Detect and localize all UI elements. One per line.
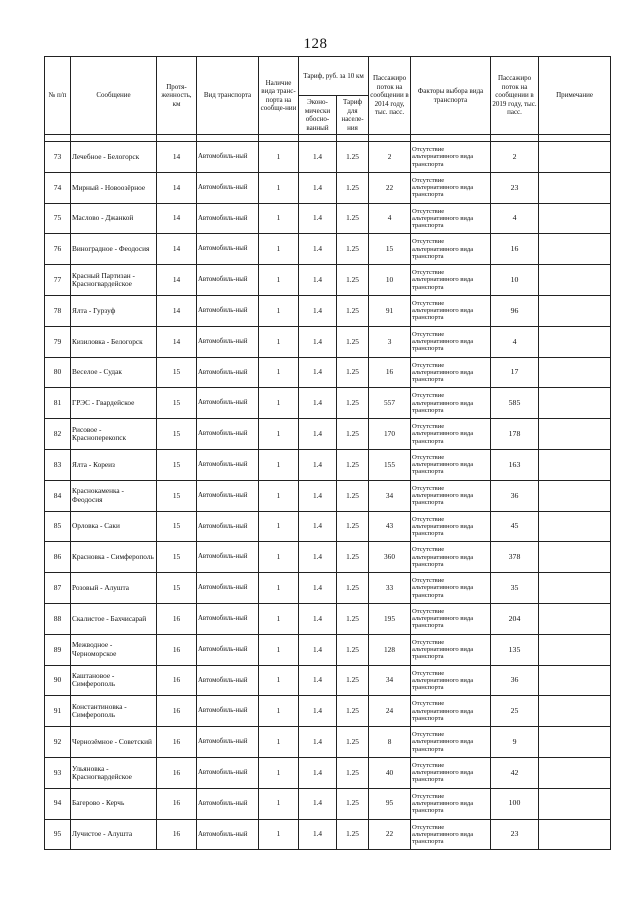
cell-tariff-economic: 1.4 bbox=[299, 573, 337, 604]
cell-pax-2019: 100 bbox=[491, 788, 539, 819]
cell-connection: ГРЭС - Гвардейское bbox=[71, 388, 157, 419]
cell-pax-2019: 96 bbox=[491, 295, 539, 326]
cell-note bbox=[539, 573, 611, 604]
cell-connection: Ялта - Гурзуф bbox=[71, 295, 157, 326]
cell-availability: 1 bbox=[259, 295, 299, 326]
table-row bbox=[45, 480, 611, 511]
cell-factor: Отсутствие альтернативного вида транспорта bbox=[411, 265, 491, 296]
header-tariff: Тариф, руб. за 10 км bbox=[299, 57, 369, 96]
cell-num: 86 bbox=[45, 542, 71, 573]
cell-num: 95 bbox=[45, 819, 71, 850]
cell-tariff-population: 1.25 bbox=[337, 757, 369, 788]
cell-factor: Отсутствие альтернативного вида транспорта bbox=[411, 172, 491, 203]
cell-num: 76 bbox=[45, 234, 71, 265]
cell-tariff-economic: 1.4 bbox=[299, 696, 337, 727]
table-body bbox=[45, 142, 611, 850]
header-factors: Факторы выбора вида транспорта bbox=[411, 57, 491, 135]
table-header bbox=[45, 57, 611, 142]
cell-num: 74 bbox=[45, 172, 71, 203]
cell-note bbox=[539, 603, 611, 634]
cell-connection: Каштановое - Симферополь bbox=[71, 665, 157, 696]
cell-pax-2019: 23 bbox=[491, 172, 539, 203]
cell-num: 91 bbox=[45, 696, 71, 727]
cell-connection: Константиновка - Симферополь bbox=[71, 696, 157, 727]
cell-tariff-population: 1.25 bbox=[337, 295, 369, 326]
cell-length: 15 bbox=[157, 419, 197, 450]
header-connection: Сообщение bbox=[71, 57, 157, 135]
cell-pax-2014: 360 bbox=[369, 542, 411, 573]
table-row bbox=[45, 295, 611, 326]
cell-pax-2014: 91 bbox=[369, 295, 411, 326]
cell-tariff-population: 1.25 bbox=[337, 573, 369, 604]
cell-availability: 1 bbox=[259, 757, 299, 788]
cell-factor: Отсутствие альтернативного вида транспорта bbox=[411, 788, 491, 819]
cell-num: 88 bbox=[45, 603, 71, 634]
cell-factor: Отсутствие альтернативного вида транспорта bbox=[411, 727, 491, 758]
cell-tariff-economic: 1.4 bbox=[299, 295, 337, 326]
cell-availability: 1 bbox=[259, 542, 299, 573]
cell-length: 14 bbox=[157, 265, 197, 296]
header-pax-2019: Пассажиро поток на сообщении в 2019 году, тыс. пасс. bbox=[491, 57, 539, 135]
cell-tariff-economic: 1.4 bbox=[299, 388, 337, 419]
cell-pax-2019: 9 bbox=[491, 727, 539, 758]
table-row bbox=[45, 603, 611, 634]
cell-transport-kind: Автомобиль-ный bbox=[197, 665, 259, 696]
cell-factor: Отсутствие альтернативного вида транспорта bbox=[411, 388, 491, 419]
cell-transport-kind: Автомобиль-ный bbox=[197, 696, 259, 727]
cell-note bbox=[539, 172, 611, 203]
cell-availability: 1 bbox=[259, 203, 299, 234]
cell-factor: Отсутствие альтернативного вида транспорта bbox=[411, 449, 491, 480]
cell-tariff-economic: 1.4 bbox=[299, 419, 337, 450]
cell-connection: Багерово - Керчь bbox=[71, 788, 157, 819]
cell-transport-kind: Автомобиль-ный bbox=[197, 511, 259, 542]
cell-factor: Отсутствие альтернативного вида транспорта bbox=[411, 634, 491, 665]
cell-availability: 1 bbox=[259, 142, 299, 173]
table-row bbox=[45, 542, 611, 573]
cell-factor: Отсутствие альтернативного вида транспорта bbox=[411, 480, 491, 511]
header-tariff-population: Тариф для населе-ния bbox=[337, 96, 369, 135]
cell-note bbox=[539, 234, 611, 265]
cell-factor: Отсутствие альтернативного вида транспорта bbox=[411, 573, 491, 604]
cell-availability: 1 bbox=[259, 234, 299, 265]
cell-length: 16 bbox=[157, 819, 197, 850]
table-row bbox=[45, 573, 611, 604]
cell-num: 89 bbox=[45, 634, 71, 665]
cell-tariff-population: 1.25 bbox=[337, 727, 369, 758]
table-row bbox=[45, 788, 611, 819]
cell-pax-2014: 10 bbox=[369, 265, 411, 296]
cell-transport-kind: Автомобиль-ный bbox=[197, 449, 259, 480]
cell-factor: Отсутствие альтернативного вида транспорта bbox=[411, 419, 491, 450]
header-pax-2014: Пассажиро поток на сообщении в 2014 году, тыс. пасс. bbox=[369, 57, 411, 135]
cell-pax-2019: 17 bbox=[491, 357, 539, 388]
cell-availability: 1 bbox=[259, 573, 299, 604]
cell-factor: Отсутствие альтернативного вида транспорта bbox=[411, 603, 491, 634]
cell-note bbox=[539, 265, 611, 296]
cell-tariff-population: 1.25 bbox=[337, 234, 369, 265]
cell-num: 77 bbox=[45, 265, 71, 296]
cell-length: 16 bbox=[157, 788, 197, 819]
cell-pax-2019: 4 bbox=[491, 203, 539, 234]
page-number: 128 bbox=[303, 36, 328, 52]
cell-tariff-economic: 1.4 bbox=[299, 480, 337, 511]
cell-num: 81 bbox=[45, 388, 71, 419]
cell-note bbox=[539, 449, 611, 480]
cell-num: 82 bbox=[45, 419, 71, 450]
cell-connection: Орловка - Саки bbox=[71, 511, 157, 542]
cell-num: 87 bbox=[45, 573, 71, 604]
cell-availability: 1 bbox=[259, 727, 299, 758]
cell-length: 14 bbox=[157, 234, 197, 265]
cell-tariff-economic: 1.4 bbox=[299, 172, 337, 203]
cell-length: 14 bbox=[157, 326, 197, 357]
table-row bbox=[45, 696, 611, 727]
cell-note bbox=[539, 419, 611, 450]
cell-length: 15 bbox=[157, 573, 197, 604]
cell-length: 15 bbox=[157, 449, 197, 480]
cell-factor: Отсутствие альтернативного вида транспорта bbox=[411, 757, 491, 788]
cell-transport-kind: Автомобиль-ный bbox=[197, 819, 259, 850]
cell-availability: 1 bbox=[259, 172, 299, 203]
cell-transport-kind: Автомобиль-ный bbox=[197, 234, 259, 265]
cell-connection: Ульяновка - Красногвардейское bbox=[71, 757, 157, 788]
table-row bbox=[45, 234, 611, 265]
cell-pax-2019: 585 bbox=[491, 388, 539, 419]
cell-pax-2014: 34 bbox=[369, 480, 411, 511]
cell-pax-2019: 135 bbox=[491, 634, 539, 665]
cell-length: 14 bbox=[157, 203, 197, 234]
table-row bbox=[45, 665, 611, 696]
cell-num: 73 bbox=[45, 142, 71, 173]
cell-connection: Лучистое - Алушта bbox=[71, 819, 157, 850]
cell-tariff-economic: 1.4 bbox=[299, 326, 337, 357]
cell-tariff-economic: 1.4 bbox=[299, 542, 337, 573]
cell-tariff-economic: 1.4 bbox=[299, 203, 337, 234]
cell-connection: Красный Партизан - Красногвардейское bbox=[71, 265, 157, 296]
cell-tariff-economic: 1.4 bbox=[299, 727, 337, 758]
cell-tariff-economic: 1.4 bbox=[299, 819, 337, 850]
cell-tariff-population: 1.25 bbox=[337, 819, 369, 850]
cell-connection: Рисовое - Красноперекопск bbox=[71, 419, 157, 450]
cell-factor: Отсутствие альтернативного вида транспорта bbox=[411, 511, 491, 542]
cell-tariff-population: 1.25 bbox=[337, 203, 369, 234]
cell-tariff-population: 1.25 bbox=[337, 449, 369, 480]
cell-transport-kind: Автомобиль-ный bbox=[197, 172, 259, 203]
table-row bbox=[45, 449, 611, 480]
cell-note bbox=[539, 819, 611, 850]
cell-tariff-population: 1.25 bbox=[337, 634, 369, 665]
cell-pax-2019: 23 bbox=[491, 819, 539, 850]
header-num: № п/п bbox=[45, 57, 71, 135]
cell-transport-kind: Автомобиль-ный bbox=[197, 203, 259, 234]
cell-connection: Ялта - Кореиз bbox=[71, 449, 157, 480]
cell-pax-2019: 378 bbox=[491, 542, 539, 573]
cell-length: 16 bbox=[157, 757, 197, 788]
cell-note bbox=[539, 203, 611, 234]
cell-length: 16 bbox=[157, 603, 197, 634]
cell-length: 14 bbox=[157, 142, 197, 173]
cell-availability: 1 bbox=[259, 419, 299, 450]
cell-factor: Отсутствие альтернативного вида транспорта bbox=[411, 542, 491, 573]
cell-tariff-economic: 1.4 bbox=[299, 665, 337, 696]
header-length: Протя-женность, км bbox=[157, 57, 197, 135]
cell-note bbox=[539, 542, 611, 573]
cell-length: 16 bbox=[157, 696, 197, 727]
cell-tariff-population: 1.25 bbox=[337, 603, 369, 634]
cell-transport-kind: Автомобиль-ный bbox=[197, 419, 259, 450]
cell-tariff-economic: 1.4 bbox=[299, 142, 337, 173]
cell-availability: 1 bbox=[259, 665, 299, 696]
cell-pax-2014: 22 bbox=[369, 819, 411, 850]
cell-pax-2014: 34 bbox=[369, 665, 411, 696]
cell-num: 83 bbox=[45, 449, 71, 480]
cell-note bbox=[539, 326, 611, 357]
cell-pax-2014: 557 bbox=[369, 388, 411, 419]
cell-tariff-economic: 1.4 bbox=[299, 449, 337, 480]
cell-connection: Лечебное - Белогорск bbox=[71, 142, 157, 173]
cell-pax-2019: 204 bbox=[491, 603, 539, 634]
cell-tariff-population: 1.25 bbox=[337, 357, 369, 388]
cell-pax-2014: 170 bbox=[369, 419, 411, 450]
cell-pax-2019: 36 bbox=[491, 480, 539, 511]
cell-factor: Отсутствие альтернативного вида транспорта bbox=[411, 819, 491, 850]
cell-connection: Межводное - Черноморское bbox=[71, 634, 157, 665]
cell-note bbox=[539, 357, 611, 388]
table-row bbox=[45, 727, 611, 758]
cell-tariff-economic: 1.4 bbox=[299, 357, 337, 388]
cell-length: 16 bbox=[157, 727, 197, 758]
cell-note bbox=[539, 665, 611, 696]
header-tariff-economic: Эконо-мически обосно-ванный bbox=[299, 96, 337, 135]
cell-num: 79 bbox=[45, 326, 71, 357]
cell-tariff-economic: 1.4 bbox=[299, 265, 337, 296]
cell-tariff-population: 1.25 bbox=[337, 388, 369, 419]
cell-length: 15 bbox=[157, 511, 197, 542]
cell-tariff-population: 1.25 bbox=[337, 696, 369, 727]
cell-note bbox=[539, 142, 611, 173]
cell-factor: Отсутствие альтернативного вида транспорта bbox=[411, 203, 491, 234]
cell-tariff-population: 1.25 bbox=[337, 480, 369, 511]
cell-pax-2019: 45 bbox=[491, 511, 539, 542]
cell-tariff-economic: 1.4 bbox=[299, 511, 337, 542]
cell-tariff-population: 1.25 bbox=[337, 419, 369, 450]
cell-availability: 1 bbox=[259, 634, 299, 665]
cell-note bbox=[539, 788, 611, 819]
cell-transport-kind: Автомобиль-ный bbox=[197, 295, 259, 326]
cell-pax-2019: 178 bbox=[491, 419, 539, 450]
cell-connection: Скалистое - Бахчисарай bbox=[71, 603, 157, 634]
table-row bbox=[45, 357, 611, 388]
cell-factor: Отсутствие альтернативного вида транспорта bbox=[411, 357, 491, 388]
cell-tariff-population: 1.25 bbox=[337, 542, 369, 573]
header-availability: Наличие вида транс-порта на сообще-нии bbox=[259, 57, 299, 135]
cell-tariff-population: 1.25 bbox=[337, 665, 369, 696]
cell-tariff-economic: 1.4 bbox=[299, 788, 337, 819]
cell-transport-kind: Автомобиль-ный bbox=[197, 142, 259, 173]
cell-pax-2019: 4 bbox=[491, 326, 539, 357]
cell-note bbox=[539, 757, 611, 788]
cell-pax-2014: 195 bbox=[369, 603, 411, 634]
cell-factor: Отсутствие альтернативного вида транспорта bbox=[411, 295, 491, 326]
cell-connection: Виноградное - Феодосия bbox=[71, 234, 157, 265]
cell-transport-kind: Автомобиль-ный bbox=[197, 542, 259, 573]
cell-connection: Веселое - Судак bbox=[71, 357, 157, 388]
cell-pax-2014: 155 bbox=[369, 449, 411, 480]
cell-pax-2014: 4 bbox=[369, 203, 411, 234]
cell-tariff-economic: 1.4 bbox=[299, 634, 337, 665]
cell-note bbox=[539, 480, 611, 511]
cell-availability: 1 bbox=[259, 265, 299, 296]
cell-connection: Красновка - Симферополь bbox=[71, 542, 157, 573]
table-row bbox=[45, 203, 611, 234]
cell-pax-2014: 22 bbox=[369, 172, 411, 203]
cell-factor: Отсутствие альтернативного вида транспорта bbox=[411, 696, 491, 727]
cell-pax-2014: 40 bbox=[369, 757, 411, 788]
table-row bbox=[45, 419, 611, 450]
cell-num: 78 bbox=[45, 295, 71, 326]
cell-availability: 1 bbox=[259, 480, 299, 511]
cell-num: 94 bbox=[45, 788, 71, 819]
cell-pax-2019: 42 bbox=[491, 757, 539, 788]
cell-connection: Кизиловка - Белогорск bbox=[71, 326, 157, 357]
cell-length: 15 bbox=[157, 542, 197, 573]
cell-num: 93 bbox=[45, 757, 71, 788]
cell-transport-kind: Автомобиль-ный bbox=[197, 727, 259, 758]
cell-length: 14 bbox=[157, 295, 197, 326]
cell-availability: 1 bbox=[259, 819, 299, 850]
cell-tariff-population: 1.25 bbox=[337, 265, 369, 296]
table-row bbox=[45, 757, 611, 788]
cell-pax-2019: 25 bbox=[491, 696, 539, 727]
cell-pax-2014: 15 bbox=[369, 234, 411, 265]
cell-factor: Отсутствие альтернативного вида транспорта bbox=[411, 326, 491, 357]
cell-pax-2019: 2 bbox=[491, 142, 539, 173]
cell-num: 92 bbox=[45, 727, 71, 758]
cell-pax-2014: 8 bbox=[369, 727, 411, 758]
cell-num: 84 bbox=[45, 480, 71, 511]
cell-transport-kind: Автомобиль-ный bbox=[197, 326, 259, 357]
cell-availability: 1 bbox=[259, 603, 299, 634]
cell-availability: 1 bbox=[259, 326, 299, 357]
cell-tariff-population: 1.25 bbox=[337, 788, 369, 819]
cell-tariff-economic: 1.4 bbox=[299, 234, 337, 265]
cell-factor: Отсутствие альтернативного вида транспорта bbox=[411, 234, 491, 265]
cell-note bbox=[539, 727, 611, 758]
cell-pax-2019: 36 bbox=[491, 665, 539, 696]
table-row bbox=[45, 265, 611, 296]
cell-availability: 1 bbox=[259, 388, 299, 419]
cell-length: 16 bbox=[157, 634, 197, 665]
header-transport-kind: Вид транспорта bbox=[197, 57, 259, 135]
table-row bbox=[45, 819, 611, 850]
cell-transport-kind: Автомобиль-ный bbox=[197, 603, 259, 634]
cell-pax-2014: 24 bbox=[369, 696, 411, 727]
cell-num: 75 bbox=[45, 203, 71, 234]
cell-pax-2019: 163 bbox=[491, 449, 539, 480]
cell-note bbox=[539, 696, 611, 727]
cell-pax-2014: 43 bbox=[369, 511, 411, 542]
header-note: Примечание bbox=[539, 57, 611, 135]
cell-connection: Мирный - Новоозёрное bbox=[71, 172, 157, 203]
cell-availability: 1 bbox=[259, 788, 299, 819]
cell-pax-2014: 95 bbox=[369, 788, 411, 819]
cell-length: 15 bbox=[157, 388, 197, 419]
cell-transport-kind: Автомобиль-ный bbox=[197, 357, 259, 388]
cell-num: 90 bbox=[45, 665, 71, 696]
cell-transport-kind: Автомобиль-ный bbox=[197, 388, 259, 419]
cell-num: 80 bbox=[45, 357, 71, 388]
cell-length: 15 bbox=[157, 480, 197, 511]
cell-note bbox=[539, 388, 611, 419]
cell-factor: Отсутствие альтернативного вида транспорта bbox=[411, 665, 491, 696]
cell-transport-kind: Автомобиль-ный bbox=[197, 265, 259, 296]
transport-table bbox=[44, 56, 611, 850]
cell-note bbox=[539, 511, 611, 542]
cell-connection: Розовый - Алушта bbox=[71, 573, 157, 604]
table-row bbox=[45, 172, 611, 203]
cell-connection: Маслово - Джанкой bbox=[71, 203, 157, 234]
cell-availability: 1 bbox=[259, 449, 299, 480]
cell-transport-kind: Автомобиль-ный bbox=[197, 757, 259, 788]
cell-tariff-population: 1.25 bbox=[337, 511, 369, 542]
cell-availability: 1 bbox=[259, 696, 299, 727]
table-row bbox=[45, 634, 611, 665]
cell-availability: 1 bbox=[259, 511, 299, 542]
cell-tariff-economic: 1.4 bbox=[299, 757, 337, 788]
cell-pax-2014: 3 bbox=[369, 326, 411, 357]
cell-pax-2014: 16 bbox=[369, 357, 411, 388]
cell-availability: 1 bbox=[259, 357, 299, 388]
cell-tariff-economic: 1.4 bbox=[299, 603, 337, 634]
cell-pax-2014: 33 bbox=[369, 573, 411, 604]
cell-tariff-population: 1.25 bbox=[337, 172, 369, 203]
cell-connection: Чернозёмное - Советский bbox=[71, 727, 157, 758]
cell-pax-2014: 2 bbox=[369, 142, 411, 173]
cell-pax-2019: 16 bbox=[491, 234, 539, 265]
cell-length: 16 bbox=[157, 665, 197, 696]
cell-pax-2014: 128 bbox=[369, 634, 411, 665]
cell-pax-2019: 10 bbox=[491, 265, 539, 296]
table-row bbox=[45, 388, 611, 419]
cell-factor: Отсутствие альтернативного вида транспорта bbox=[411, 142, 491, 173]
cell-tariff-population: 1.25 bbox=[337, 326, 369, 357]
cell-transport-kind: Автомобиль-ный bbox=[197, 480, 259, 511]
cell-note bbox=[539, 634, 611, 665]
cell-length: 15 bbox=[157, 357, 197, 388]
cell-connection: Краснокаменка - Феодосия bbox=[71, 480, 157, 511]
cell-transport-kind: Автомобиль-ный bbox=[197, 634, 259, 665]
table-row bbox=[45, 326, 611, 357]
table-row bbox=[45, 511, 611, 542]
cell-num: 85 bbox=[45, 511, 71, 542]
cell-transport-kind: Автомобиль-ный bbox=[197, 788, 259, 819]
table-row bbox=[45, 142, 611, 173]
header-spacer-row bbox=[45, 135, 611, 142]
cell-tariff-population: 1.25 bbox=[337, 142, 369, 173]
cell-length: 14 bbox=[157, 172, 197, 203]
cell-transport-kind: Автомобиль-ный bbox=[197, 573, 259, 604]
cell-note bbox=[539, 295, 611, 326]
cell-pax-2019: 35 bbox=[491, 573, 539, 604]
